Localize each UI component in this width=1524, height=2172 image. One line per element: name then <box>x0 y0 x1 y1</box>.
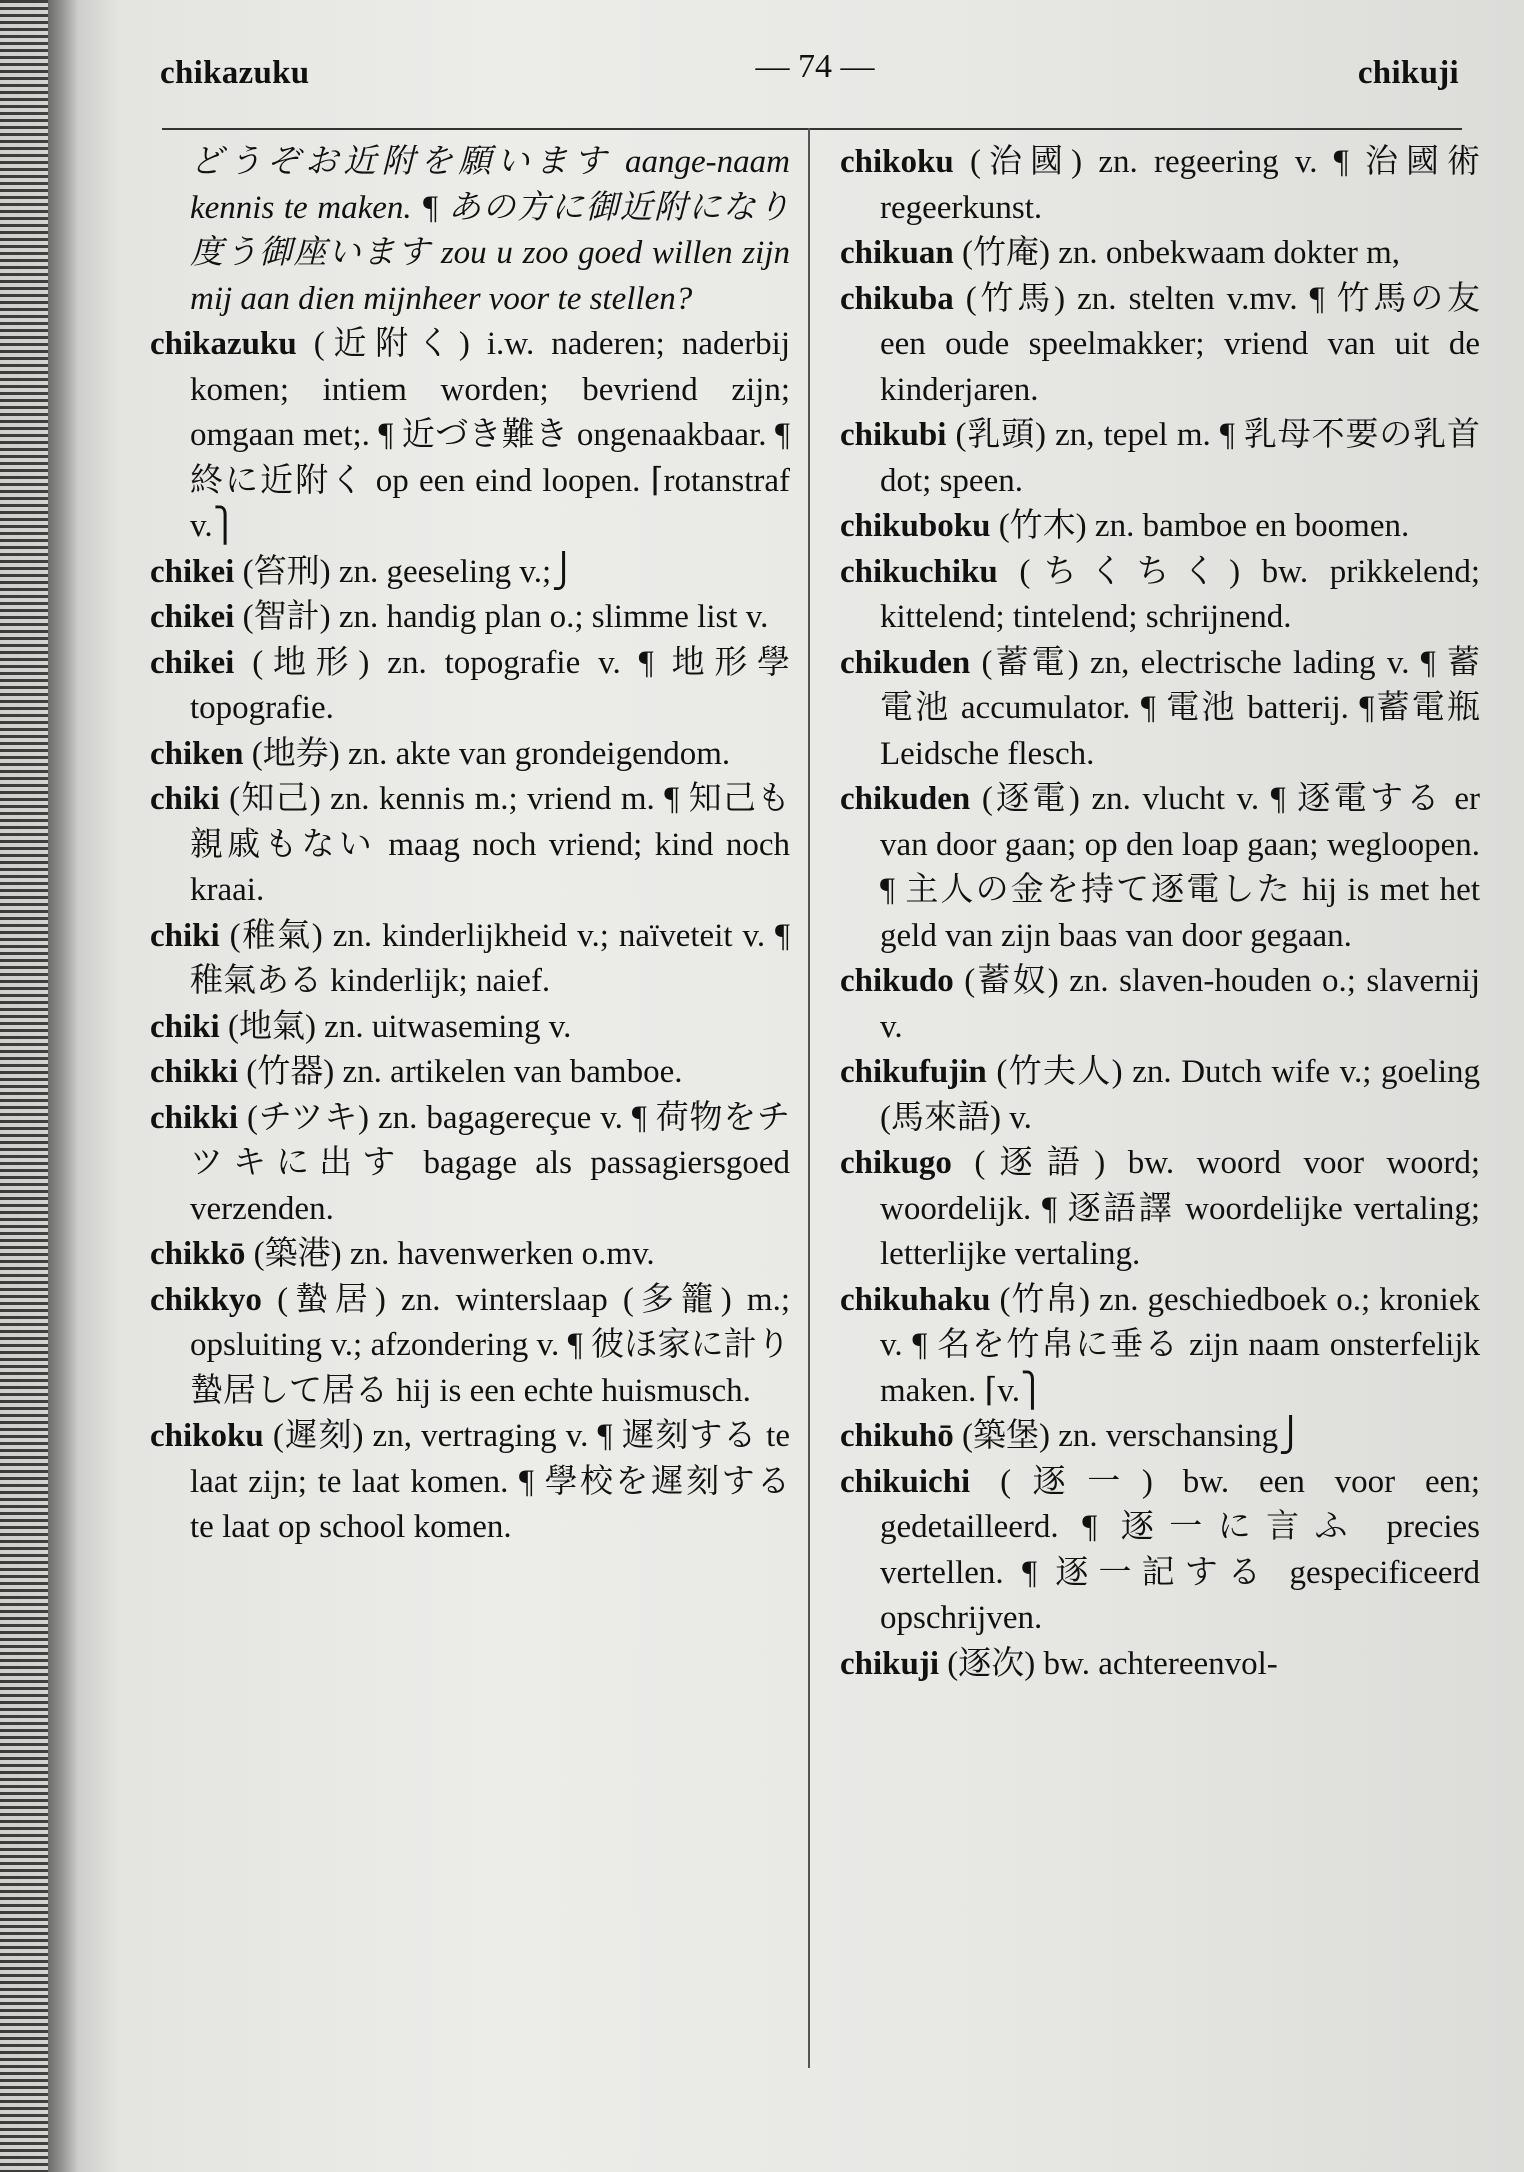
entry-definition: (治國) zn. regeering v. ¶ 治國術 regeerkunst. <box>880 144 1481 226</box>
entry-headword: chikkō <box>150 1236 246 1272</box>
dictionary-entry <box>150 1096 790 1233</box>
entry-definition: (乳頭) zn, tepel m. ¶ 乳母不要の乳首 dot; speen. <box>880 417 1480 499</box>
spiral-binding <box>0 0 48 2172</box>
entry-definition: (ちくちく) bw. prikkelend; kittelend; tintelend; schrijnend. <box>880 553 1480 635</box>
entry-headword: chikuichi <box>840 1463 971 1500</box>
dictionary-entry <box>150 595 790 641</box>
entry-headword: chiki <box>150 781 220 817</box>
entry-headword: chikazuku <box>150 326 297 362</box>
dictionary-entry <box>150 1232 790 1278</box>
entry-headword: chiki <box>150 1008 220 1045</box>
entry-definition: (築港) zn. havenwerken o.mv. <box>253 1236 655 1272</box>
entry-headword: chikoku <box>150 1418 264 1454</box>
dictionary-entry <box>840 959 1480 1050</box>
running-head-left: chikazuku <box>160 55 310 91</box>
running-head-right: chikuji <box>1357 55 1459 91</box>
left-column <box>150 140 790 1551</box>
right-column <box>840 140 1480 1687</box>
entry-headword: chikubi <box>840 417 947 453</box>
dictionary-entry <box>150 1414 790 1551</box>
entry-definition: (逐一) bw. een voor een; gedetailleerd. ¶ 逐一に言ふ precies vertellen. ¶ 逐一記する gespecificeerd opschrijven. <box>880 1463 1480 1636</box>
entry-definition: (蟄居) zn. winterslaap (多籠) m.; opsluiting v.; afzondering v. ¶ 彼ほ家に計り蟄居して居る hij is een echte huismusch. <box>190 1281 790 1409</box>
entry-definition: (知己) zn. kennis m.; vriend m. ¶ 知己も親戚もない maag noch vriend; kind noch kraai. <box>190 781 791 908</box>
entry-definition: (竹庵) zn. onbekwaam dokter m, <box>961 235 1401 271</box>
dictionary-entry <box>150 641 790 732</box>
entry-headword: chikuji <box>840 1645 940 1682</box>
entry-headword: chikuhō <box>840 1418 954 1454</box>
entry-headword: chikudo <box>840 963 954 999</box>
dictionary-entry <box>840 777 1480 959</box>
entry-headword: chikei <box>150 599 235 635</box>
entry-definition: (地券) zn. akte van grondeigendom. <box>251 735 731 772</box>
entry-headword: chiken <box>150 735 244 772</box>
entry-headword: chikuboku <box>840 508 991 544</box>
entry-definition: (竹器) zn. artikelen van bamboe. <box>246 1054 683 1090</box>
dictionary-entry <box>150 322 790 550</box>
entry-headword: chikuden <box>840 781 971 817</box>
entry-definition: (チツキ) zn. bagagereçue v. ¶ 荷物をチツキに出す bagage als passagiersgoed verzenden. <box>190 1099 791 1227</box>
entry-headword: chikkyo <box>150 1281 262 1318</box>
entry-continuation: どうぞお近附を願います aange-naam kennis te maken. ¶ あの方に御近附になり度う御座います zou u zoo goed willen zijn mij aan dien mijnheer voor te stellen? <box>190 144 790 317</box>
entry-definition: (竹馬) zn. stelten v.mv. ¶ 竹馬の友 een oude speelmakker; vriend van uit de kinderjaren. <box>880 280 1481 408</box>
entry-headword: chikuan <box>840 235 954 271</box>
entry-definition: (竹夫人) zn. Dutch wife v.; goeling (馬來語) v. <box>880 1054 1481 1136</box>
entry-definition: (竹木) zn. bamboe en boomen. <box>998 508 1410 544</box>
dictionary-entry <box>840 140 1480 231</box>
dictionary-entry <box>150 1278 790 1415</box>
entry-headword: chikei <box>150 553 235 590</box>
dictionary-entry <box>840 231 1480 277</box>
dictionary-entry <box>150 140 790 322</box>
entry-definition: (蓄奴) zn. slaven-houden o.; slavernij v. <box>880 963 1481 1045</box>
header-rule <box>162 128 1462 130</box>
entry-definition: (逐語) bw. woord voor woord; woordelijk. ¶ 逐語譯 woordelijke vertaling; letterlijke vertaling. <box>880 1145 1481 1272</box>
entry-headword: chikuhaku <box>840 1281 991 1318</box>
dictionary-entry <box>840 413 1480 504</box>
entry-definition: (稚氣) zn. kinderlijkheid v.; naïveteit v. ¶ 稚氣ある kinderlijk; naief. <box>190 917 791 999</box>
entry-headword: chikei <box>150 644 235 681</box>
dictionary-entry <box>840 1278 1480 1415</box>
dictionary-entry <box>150 777 790 914</box>
dictionary-entry <box>150 914 790 1005</box>
column-divider <box>808 128 810 2068</box>
entry-definition: (笞刑) zn. geeseling v.;⎭ <box>242 553 576 590</box>
dictionary-entry <box>840 550 1480 641</box>
entry-headword: chiki <box>150 917 220 954</box>
entry-definition: (逐電) zn. vlucht v. ¶ 逐電する er van door gaan; op den loap gaan; wegloopen. ¶ 主人の金を持て逐電した hij is met het geld van zijn baas van door gegaan. <box>880 781 1480 954</box>
entry-headword: chikuden <box>840 644 971 681</box>
entry-headword: chikugo <box>840 1145 952 1181</box>
entry-definition: (智計) zn. handig plan o.; slimme list v. <box>242 599 769 635</box>
entry-definition: (近附く) i.w. naderen; naderbij komen; intiem worden; bevriend zijn; omgaan met;. ¶ 近づき難き ongenaakbaar. ¶ 終に近附く op een eind loopen. ⌈rotanstraf v.⎫ <box>190 326 790 544</box>
dictionary-entry <box>150 1005 790 1051</box>
entry-headword: chikoku <box>840 144 954 180</box>
dictionary-entry <box>840 1460 1480 1642</box>
entry-headword: chikuba <box>840 280 954 317</box>
dictionary-entry <box>840 1050 1480 1141</box>
entry-headword: chikki <box>150 1099 239 1136</box>
entry-definition: (地氣) zn. uitwaseming v. <box>227 1008 572 1045</box>
page-number: — 74 — <box>755 48 875 85</box>
dictionary-entry <box>150 1050 790 1096</box>
dictionary-entry <box>840 277 1480 414</box>
entry-definition: (逐次) bw. achtereenvol- <box>947 1645 1278 1682</box>
dictionary-entry <box>150 550 790 596</box>
entry-definition: (遲刻) zn, vertraging v. ¶ 遲刻する te laat zijn; te laat komen. ¶ 學校を遲刻する te laat op school komen. <box>190 1418 790 1545</box>
entry-definition: (竹帛) zn. geschiedboek o.; kroniek v. ¶ 名を竹帛に垂る zijn naam onsterfelijk maken. ⌈v.⎫ <box>880 1281 1480 1409</box>
entry-definition: (蓄電) zn, electrische lading v. ¶ 蓄電池 accumulator. ¶ 電池 batterij. ¶蓄電瓶 Leidsche flesch. <box>880 644 1481 772</box>
entry-definition: (地形) zn. topografie v. ¶ 地形學 topografie. <box>190 644 791 726</box>
dictionary-entry <box>840 504 1480 550</box>
entry-headword: chikuchiku <box>840 553 998 590</box>
dictionary-entry <box>840 1414 1480 1460</box>
dictionary-entry <box>840 1141 1480 1278</box>
entry-headword: chikki <box>150 1054 239 1090</box>
entry-headword: chikufujin <box>840 1054 987 1090</box>
dictionary-entry <box>840 1642 1480 1688</box>
binding-shadow <box>48 0 78 2172</box>
dictionary-entry <box>150 732 790 778</box>
entry-definition: (築堡) zn. verschansing⎭ <box>961 1418 1303 1454</box>
dictionary-entry <box>840 641 1480 778</box>
